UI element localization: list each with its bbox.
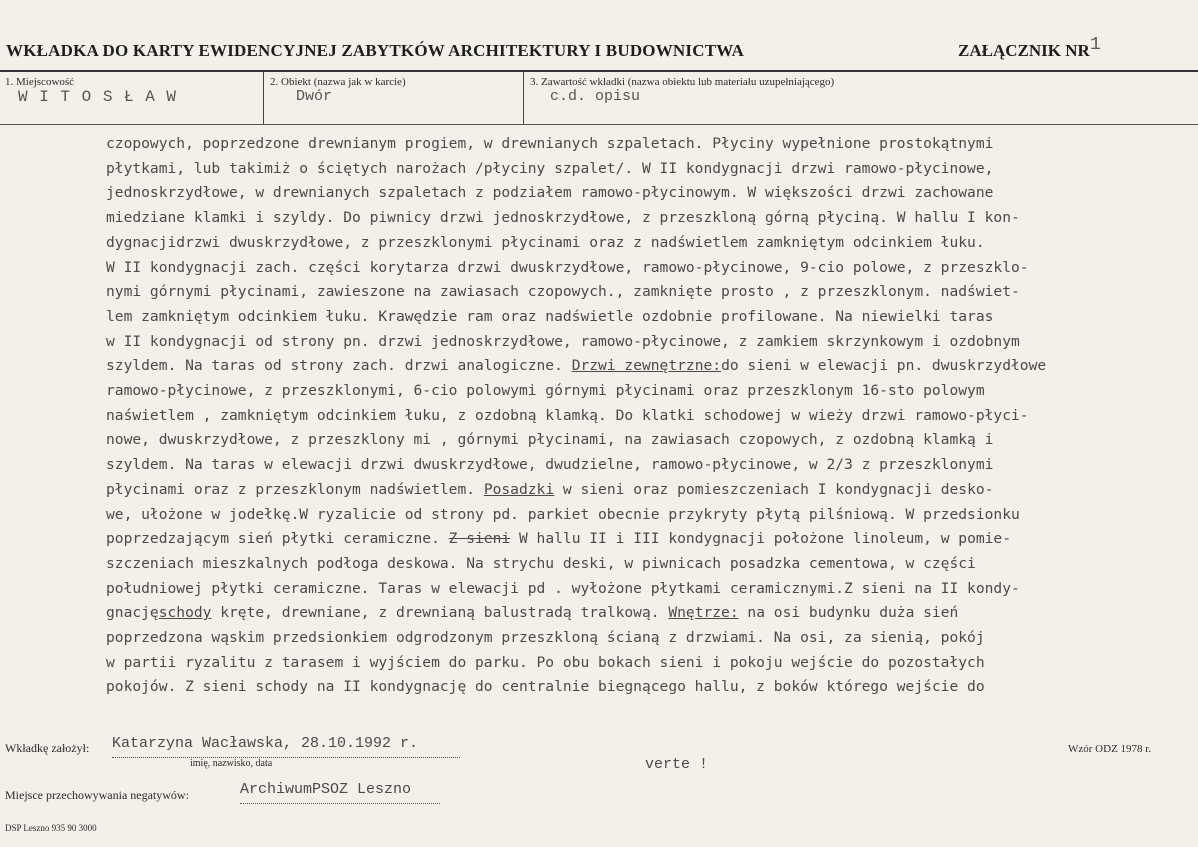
form-id: Wzór ODZ 1978 r. (1068, 743, 1152, 755)
text-line: nowe, dwuskrzydłowe, z przeszklony mi , górnymi płycinami, na zawiasach czopowych, z ozdobną klamką i (106, 431, 994, 449)
print-code: DSP Leszno 935 90 3000 (5, 823, 97, 833)
field-divider-2 (523, 72, 524, 124)
text-line: w partii ryzalitu z tarasem i wyjściem do parku. Po obu bokach sieni i pokoju wejście do pozostałych (106, 653, 985, 671)
field-divider-1 (263, 72, 264, 124)
header-divider (0, 70, 1198, 72)
text-segment: poprzedzającym sień płytki ceramiczne. (106, 530, 440, 548)
text-line: dygnacjidrzwi dwuskrzydłowe, z przeszklonymi płycinami oraz z nadświetlem zamkniętym odcinkiem łuku. (106, 233, 985, 251)
card-title: WKŁADKA DO KARTY EWIDENCYJNEJ ZABYTKÓW ARCHITEKTURY I BUDOWNICTWA (6, 41, 745, 60)
text-line: jednoskrzydłowe, w drewnianych szpaletach z podziałem ramowo-płycinowym. W większości drzwi zachowane (106, 184, 994, 202)
text-line (106, 527, 1196, 552)
text-line (106, 354, 1196, 379)
heading-interior: Wnętrze: (668, 604, 739, 622)
heading-stairs: schody (158, 604, 212, 622)
text-line: południowej płytki ceramiczne. Taras w elewacji pd . wyłożone płytkami ceramicznymi.Z sieni na II kondy- (106, 579, 1020, 597)
verte-note: verte ! (645, 756, 709, 773)
locality-label: 1. Miejscowość (5, 76, 75, 88)
negatives-value: ArchiwumPSOZ Leszno (240, 781, 412, 798)
text-segment: W hallu II i III kondygnacji położone linoleum, w pomie- (510, 530, 1011, 548)
text-line: czopowych, poprzedzone drewnianym progiem, w drewnianych szpaletach. Płyciny wypełnione prostokątnymi (106, 135, 994, 152)
text-segment: kręte, drewniane, z drewnianą balustradą tralkową. (211, 604, 660, 622)
text-segment: gnację (106, 604, 159, 622)
object-value: Dwór (296, 88, 333, 105)
negatives-dotted-line (240, 803, 440, 804)
text-line: W II kondygnacji zach. części korytarza drzwi dwuskrzydłowe, ramowo-płycinowe, 9-cio polowe, z przeszklo- (106, 258, 1029, 276)
text-segment: na osi budynku duża sień (738, 604, 959, 622)
text-line: nymi górnymi płycinami, zawieszone na zawiasach czopowych., zamknięte prosto , z przeszklonym. nadświet- (106, 283, 1020, 301)
text-line: szczeniach mieszkalnych podłoga deskowa. Na strychu deski, w piwnicach posadzka cementowa, w części (106, 554, 976, 572)
text-line: miedziane klamki i szyldy. Do piwnicy drzwi jednoskrzydłowe, z przeszkloną górną płyciną. W hallu I kon- (106, 209, 1020, 227)
text-line: poprzedzona wąskim przedsionkiem odgrodzonym przeszkloną ścianą z drzwiami. Na osi, za sienią, pokój (106, 629, 985, 647)
struck-text: Z sieni (448, 530, 511, 548)
description-text (106, 132, 1196, 700)
object-label: 2. Obiekt (nazwa jak w karcie) (270, 76, 406, 88)
text-line: ramowo-płycinowe, z przeszklonymi, 6-cio polowymi górnymi płycinami oraz przeszklonym 16-sto polowym (106, 382, 985, 400)
text-line: we, ułożone w jodełkę.W ryzalicie od strony pd. parkiet obecnie przykryty płytą pilśniową. W przedsionku (106, 505, 1020, 523)
author-value: Katarzyna Wacławska, 28.10.1992 r. (112, 735, 419, 752)
author-label: Wkładkę założył: (5, 741, 90, 755)
heading-external-doors: Drzwi zewnętrzne: (571, 357, 722, 375)
heading-floors: Posadzki (483, 480, 555, 498)
text-segment: w sieni oraz pomieszczeniach I kondygnacji desko- (554, 480, 994, 498)
text-line: pokojów. Z sieni schody na II kondygnację do centralnie biegnącego hallu, z boków którego wejście do (106, 678, 985, 696)
text-segment: płycinami oraz z przeszklonym nadświetlem. (106, 480, 476, 498)
contents-label: 3. Zawartość wkładki (nazwa obiektu lub materiału uzupełniającego) (530, 76, 835, 88)
fields-divider (0, 124, 1198, 125)
text-line: lem zamkniętym odcinkiem łuku. Krawędzie ram oraz nadświetle ozdobnie profilowane. Na niewielki taras (106, 307, 994, 325)
text-segment: do sieni w elewacji pn. dwuskrzydłowe (721, 357, 1047, 375)
text-segment: szyldem. Na taras od strony zach. drzwi analogiczne. (106, 357, 563, 375)
text-line: szyldem. Na taras w elewacji drzwi dwuskrzydłowe, dwudzielne, ramowo-płycinowe, w 2/3 z przeszklonymi (106, 456, 994, 474)
text-line: płytkami, lub takimiż o ściętych narożach /płyciny szpalet/. W II kondygnacji drzwi ramowo-płycinowe, (106, 159, 994, 177)
author-caption: imię, nazwisko, data (190, 758, 273, 769)
text-line: w II kondygnacji od strony pn. drzwi jednoskrzydłowe, ramowo-płycinowe, z zamkiem skrzynkowym i ozdobnym (106, 332, 1020, 350)
negatives-label: Miejsce przechowywania negatywów: (5, 788, 189, 802)
contents-value: c.d. opisu (550, 88, 641, 105)
locality-value: W I T O S Ł A W (18, 88, 178, 106)
text-line (106, 601, 1196, 626)
card-header (0, 32, 1198, 72)
attachment-number: 1 (1090, 35, 1101, 55)
text-line (106, 478, 1196, 503)
author-dotted-line (112, 757, 460, 758)
attachment-label: ZAŁĄCZNIK NR (958, 41, 1090, 60)
text-line: naświetlem , zamkniętym odcinkiem łuku, z ozdobną klamką. Do klatki schodowej w wieży drzwi ramowo-płyci- (106, 406, 1029, 424)
